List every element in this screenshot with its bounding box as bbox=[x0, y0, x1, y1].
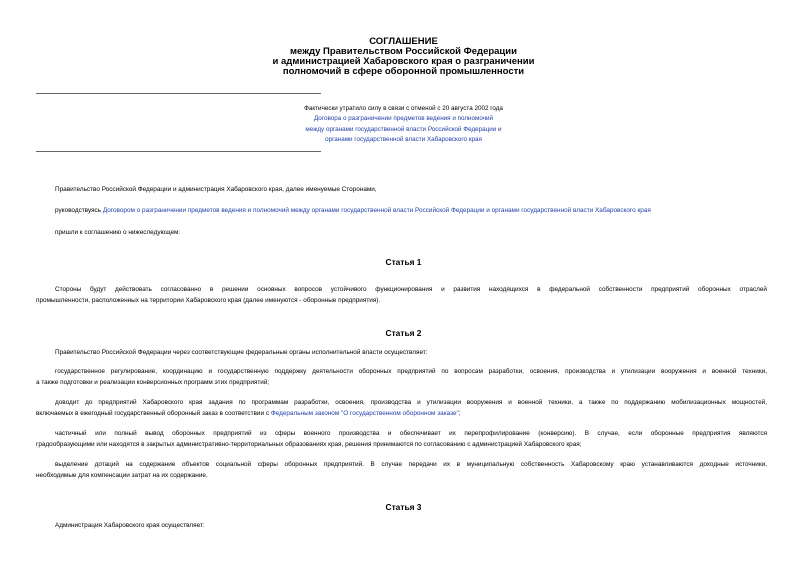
preamble-agreed: пришли к соглашению о нижеследующем: bbox=[55, 229, 181, 236]
paragraph-line: а также подготовки и реализации конверсионных программ этих предприятий; bbox=[36, 378, 270, 386]
paragraph-line: выделение дотаций на содержание объектов социальной сферы оборонных предприятий. В случае передачи их в муниципальную собственность Хабаровскому краю устанавливаются доходные источники, bbox=[55, 461, 767, 468]
paragraph-line: необходимые для компенсации затрат на их содержание. bbox=[36, 471, 208, 479]
preamble-guided-prefix: руководствуясь bbox=[55, 207, 103, 214]
paragraph-line: промышленности, расположенных на территории Хабаровского края (далее именуются - оборонные предприятия). bbox=[36, 296, 381, 304]
article-2-item bbox=[36, 398, 767, 419]
status-note bbox=[0, 104, 807, 146]
article-2-intro: Правительство Российской Федерации через соответствующие федеральные органы исполнительной власти осуществляет: bbox=[55, 349, 428, 356]
paragraph-line: государственное регулирование, координацию и государственную поддержку деятельности оборонных предприятий по вопросам разработки, освоения, производства и утилизации вооружения и военной техники, bbox=[55, 368, 767, 375]
status-link-line[interactable]: Договора о разграничении предметов ведения и полномочий bbox=[313, 115, 494, 123]
status-text: Фактически утратило силу в связи с отменой с 20 августа 2002 года bbox=[304, 105, 503, 112]
federal-law-link[interactable]: Федеральным законом "О государственном оборонном заказе" bbox=[270, 409, 459, 417]
bottom-divider bbox=[36, 151, 321, 152]
article-3-intro: Администрация Хабаровского края осуществляет: bbox=[55, 522, 205, 529]
document-title bbox=[0, 37, 807, 77]
article-3-heading: Статья 3 bbox=[385, 502, 422, 512]
treaty-link[interactable]: Договором о разграничении предметов ведения и полномочий между органами государственной власти Российской Федерации и органами государственной власти Хабаровского края bbox=[102, 207, 651, 214]
title-line: и администрацией Хабаровского края о разграничении bbox=[272, 56, 535, 67]
article-2-heading: Статья 2 bbox=[385, 328, 422, 338]
article-2-item bbox=[36, 367, 767, 388]
paragraph-line: частичный или полный вывод оборонных предприятий из сферы военного производства и обеспечивает их перепрофилирование (конверсию). В случае, если оборонные предприятия являются bbox=[55, 430, 767, 437]
paragraph-line: Стороны будут действовать согласованно в решении основных вопросов устойчивого функционирования и развития находящихся в федеральной собственности предприятий оборонных отраслей bbox=[55, 286, 767, 293]
preamble-parties: Правительство Российской Федерации и администрация Хабаровского края, далее именуемые Сторонами, bbox=[55, 186, 377, 193]
paragraph-line: доводит до предприятий Хабаровского края задания по программам разработки, освоения, производства и утилизации вооружения и военной техники, а также по поддержанию мобилизационных мощностей, bbox=[55, 399, 767, 406]
paragraph-line: градообразующими или находятся в закрытых административно-территориальных образованиях края, решения принимаются по согласованию с администрацией Хабаровского края; bbox=[36, 440, 582, 448]
preamble-guided-by bbox=[55, 205, 651, 216]
article-1-paragraph bbox=[36, 285, 767, 306]
status-link-line[interactable]: органами государственной власти Хабаровского края bbox=[325, 136, 482, 144]
paragraph-line bbox=[36, 409, 767, 420]
title-line: полномочий в сфере оборонной промышленности bbox=[282, 66, 525, 77]
text-segment: включаемых в ежегодный государственный оборонный заказ в соответствии с bbox=[36, 409, 271, 417]
title-line: СОГЛАШЕНИЕ bbox=[369, 36, 438, 47]
text-segment: ; bbox=[458, 409, 461, 417]
article-2-item bbox=[36, 429, 767, 450]
article-2-item bbox=[36, 460, 767, 481]
status-link-line[interactable]: между органами государственной власти Российской Федерации и bbox=[305, 125, 502, 133]
article-1-heading: Статья 1 bbox=[385, 257, 422, 267]
title-line: между Правительством Российской Федерации bbox=[290, 46, 517, 57]
top-divider bbox=[36, 93, 321, 94]
